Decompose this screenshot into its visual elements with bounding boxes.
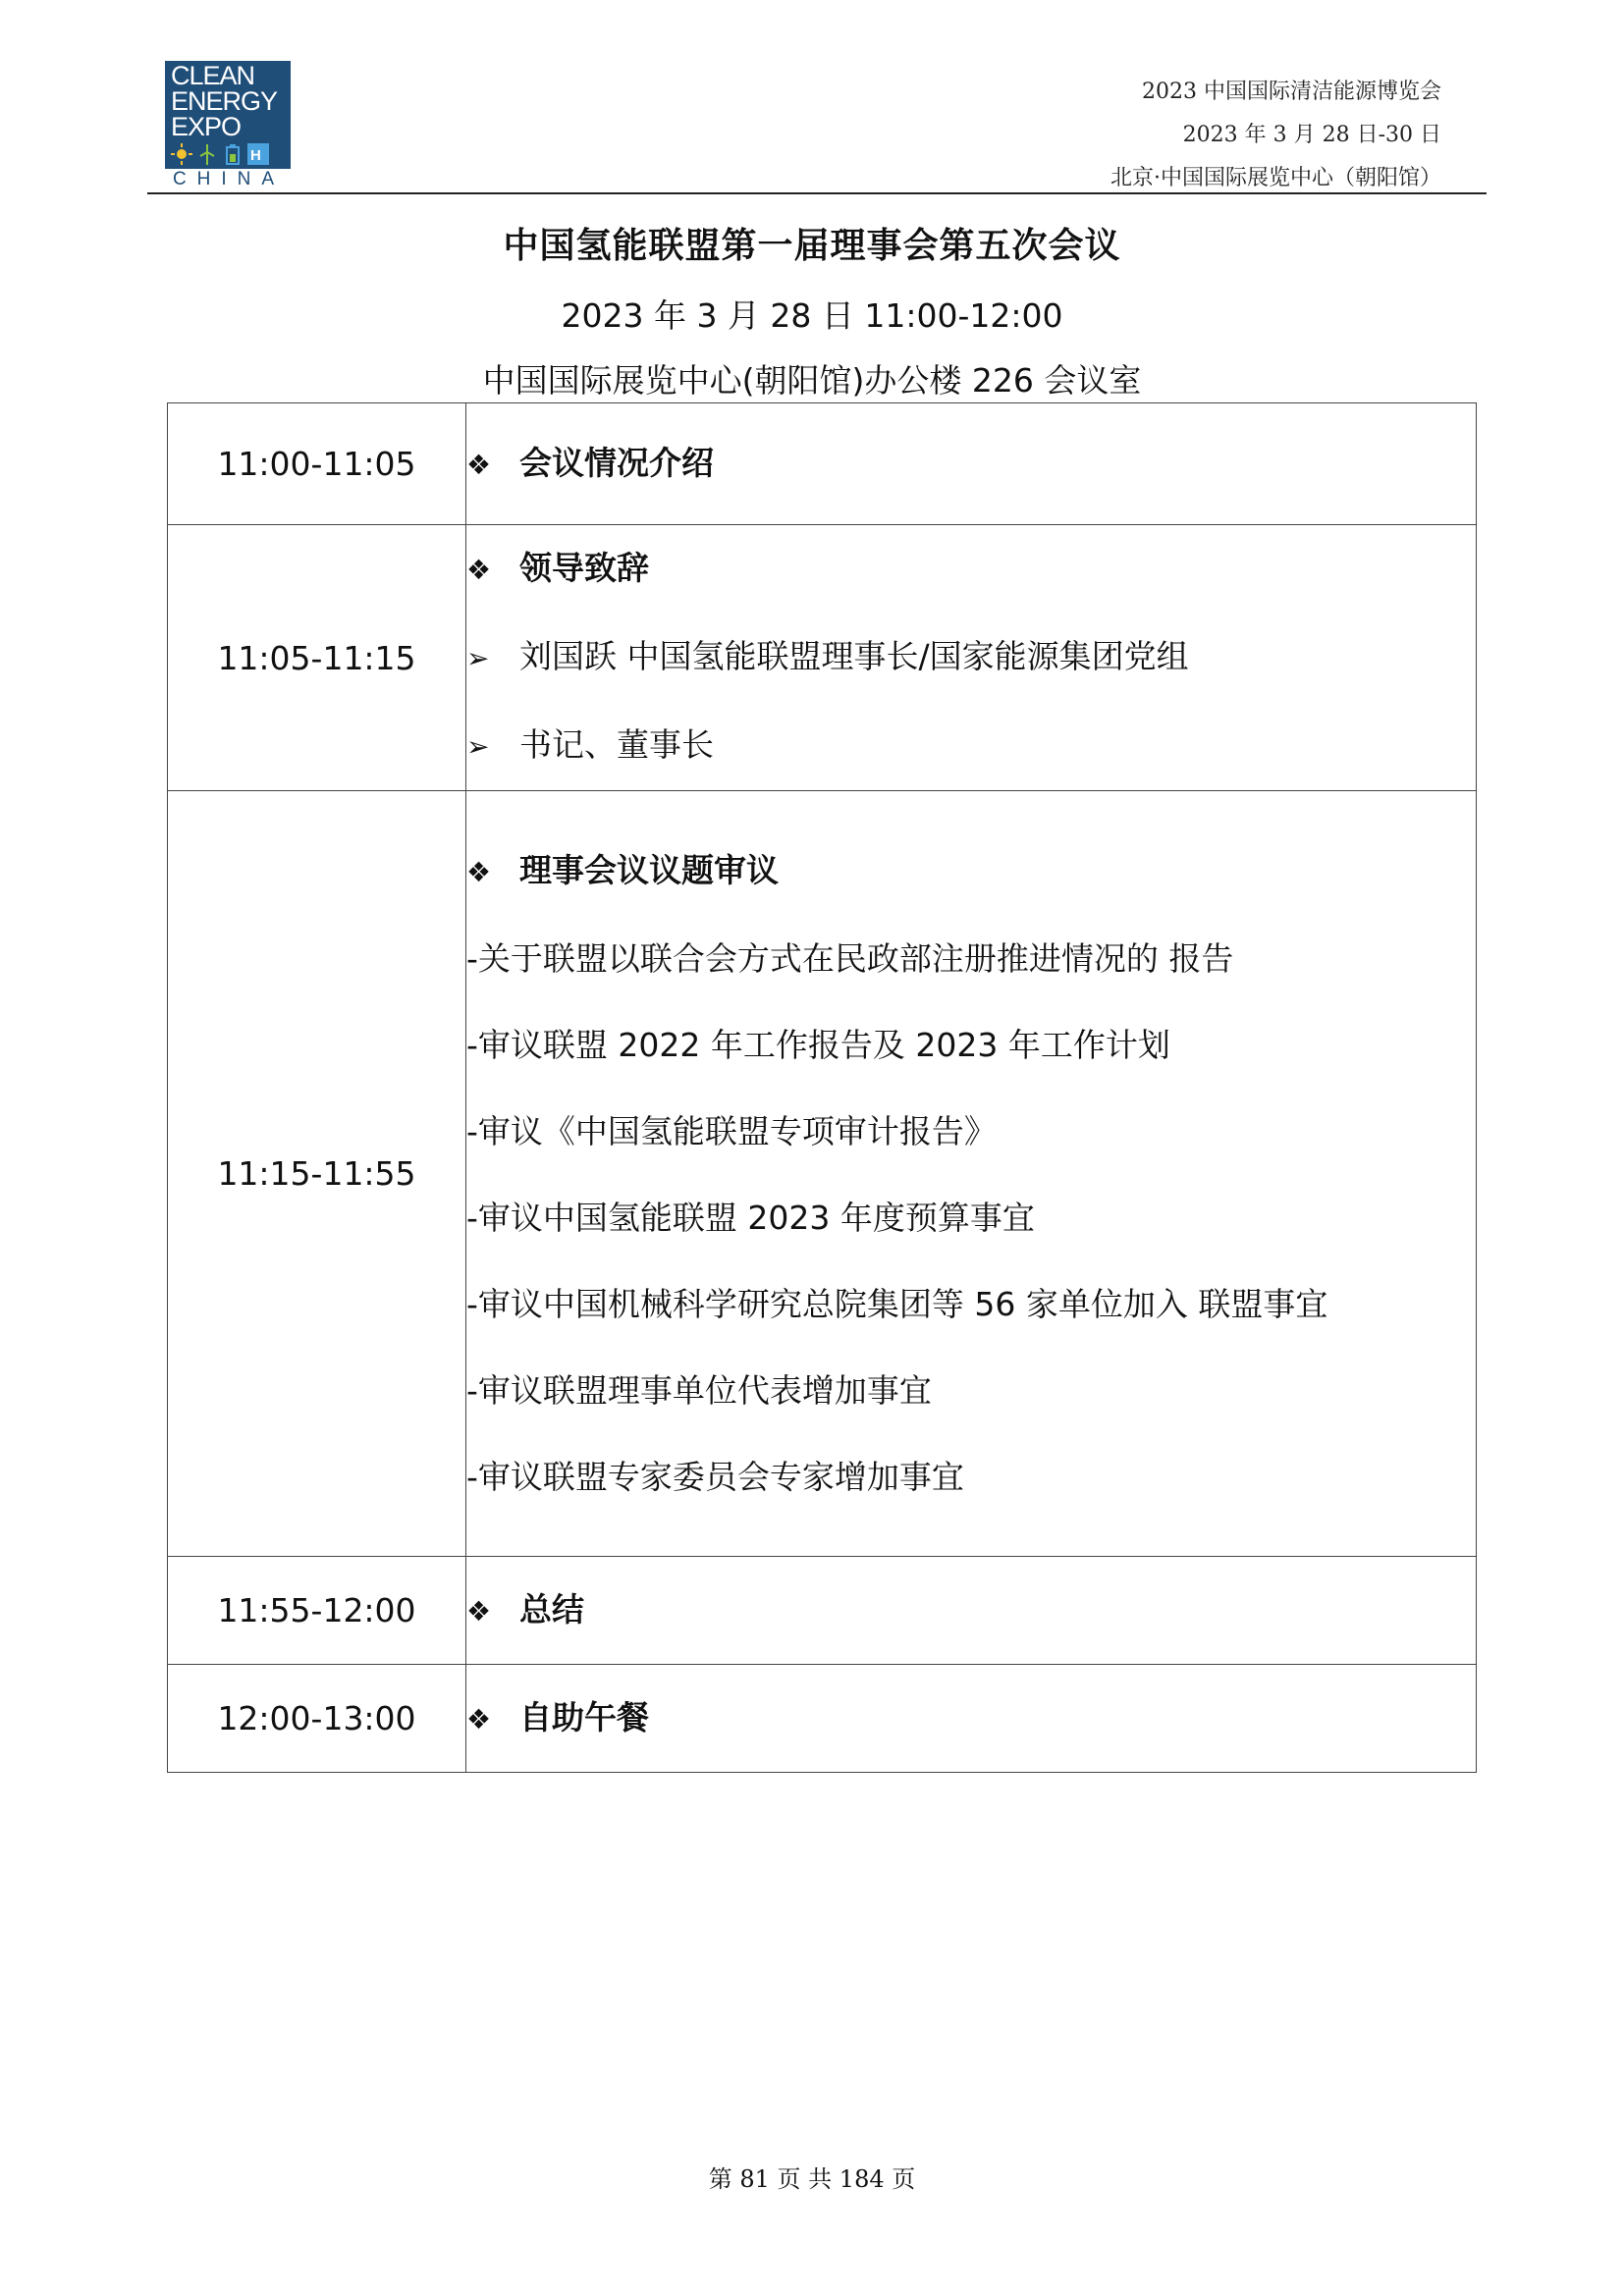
agenda-time: 12:00-13:00	[168, 1665, 466, 1773]
agenda-time: 11:55-12:00	[168, 1557, 466, 1665]
arrow-bullet-icon: ➢	[466, 642, 490, 674]
agenda-item	[466, 1567, 1476, 1655]
agenda-item-text: 理事会议议题审议	[519, 850, 779, 889]
header-divider	[147, 192, 1487, 194]
meeting-title: 中国氢能联盟第一届理事会第五次会议	[503, 226, 1121, 266]
arrow-bullet-icon: ➢	[466, 730, 490, 763]
agenda-item-text: 会议情况介绍	[519, 443, 714, 482]
agenda-item-text: 领导致辞	[519, 549, 649, 587]
logo-line-2: ENERGY	[171, 86, 278, 116]
agenda-item	[466, 614, 1476, 702]
diamond-bullet-icon: ❖	[466, 855, 492, 888]
agenda-item: -审议中国氢能联盟 2023 年度预算事宜	[466, 1198, 1035, 1237]
diamond-bullet-icon: ❖	[466, 554, 492, 586]
agenda-row	[168, 791, 1477, 1557]
logo-country: CHINA	[172, 169, 286, 189]
logo-icon-strip	[171, 143, 285, 165]
agenda-row	[168, 525, 1477, 791]
agenda-item	[466, 702, 1476, 790]
agenda-item: -审议联盟专家委员会专家增加事宜	[466, 1457, 964, 1496]
agenda-item-text: 总结	[519, 1589, 584, 1629]
agenda-item: -审议联盟 2022 年工作报告及 2023 年工作计划	[466, 1025, 1170, 1064]
battery-icon	[222, 143, 244, 165]
agenda-row	[168, 1557, 1477, 1665]
meeting-location: 中国国际展览中心(朝阳馆)办公楼 226 会议室	[482, 361, 1142, 400]
meeting-datetime: 2023 年 3 月 28 日 11:00-12:00	[561, 296, 1063, 335]
logo-line-1: CLEAN	[171, 61, 255, 90]
agenda-item-text: 自助午餐	[519, 1697, 649, 1736]
agenda-item: -审议《中国氢能联盟专项审计报告》	[466, 1111, 997, 1150]
agenda-item	[466, 1675, 1476, 1763]
agenda-table	[167, 402, 1477, 1773]
expo-info	[1110, 71, 1441, 200]
wind-turbine-icon	[196, 143, 218, 165]
expo-dates: 2023 年 3 月 28 日-30 日	[1182, 123, 1441, 147]
diamond-bullet-icon: ❖	[466, 448, 492, 481]
agenda-row	[168, 403, 1477, 525]
agenda-time: 11:05-11:15	[168, 525, 466, 791]
agenda-content	[466, 525, 1477, 791]
sun-icon	[171, 143, 192, 165]
svg-text:H: H	[250, 147, 261, 164]
agenda-content	[466, 1665, 1477, 1773]
diamond-bullet-icon: ❖	[466, 1594, 492, 1628]
expo-venue: 北京·中国国际展览中心（朝阳馆）	[1110, 166, 1441, 190]
diamond-bullet-icon: ❖	[466, 1702, 492, 1735]
agenda-content	[466, 1557, 1477, 1665]
agenda-item-text: 书记、董事长	[519, 725, 714, 764]
agenda-content	[466, 403, 1477, 525]
expo-name: 2023 中国国际清洁能源博览会	[1142, 80, 1441, 104]
agenda-item	[466, 828, 1476, 916]
logo-box	[165, 61, 291, 169]
agenda-item: -审议中国机械科学研究总院集团等 56 家单位加入 联盟事宜	[466, 1284, 1328, 1323]
agenda-item	[466, 420, 1476, 508]
hydrogen-icon	[247, 143, 269, 165]
clean-energy-expo-logo	[165, 61, 291, 188]
agenda-item: -关于联盟以联合会方式在民政部注册推进情况的 报告	[466, 938, 1234, 978]
agenda-time: 11:00-11:05	[168, 403, 466, 525]
agenda-item-text: 刘国跃 中国氢能联盟理事长/国家能源集团党组	[519, 637, 1189, 675]
page-number: 第 81 页 共 184 页	[708, 2165, 916, 2193]
agenda-row	[168, 1665, 1477, 1773]
agenda-content	[466, 791, 1477, 1557]
logo-line-3: EXPO	[171, 112, 242, 141]
agenda-item: -审议联盟理事单位代表增加事宜	[466, 1370, 932, 1410]
agenda-time: 11:15-11:55	[168, 791, 466, 1557]
agenda-item	[466, 525, 1476, 614]
